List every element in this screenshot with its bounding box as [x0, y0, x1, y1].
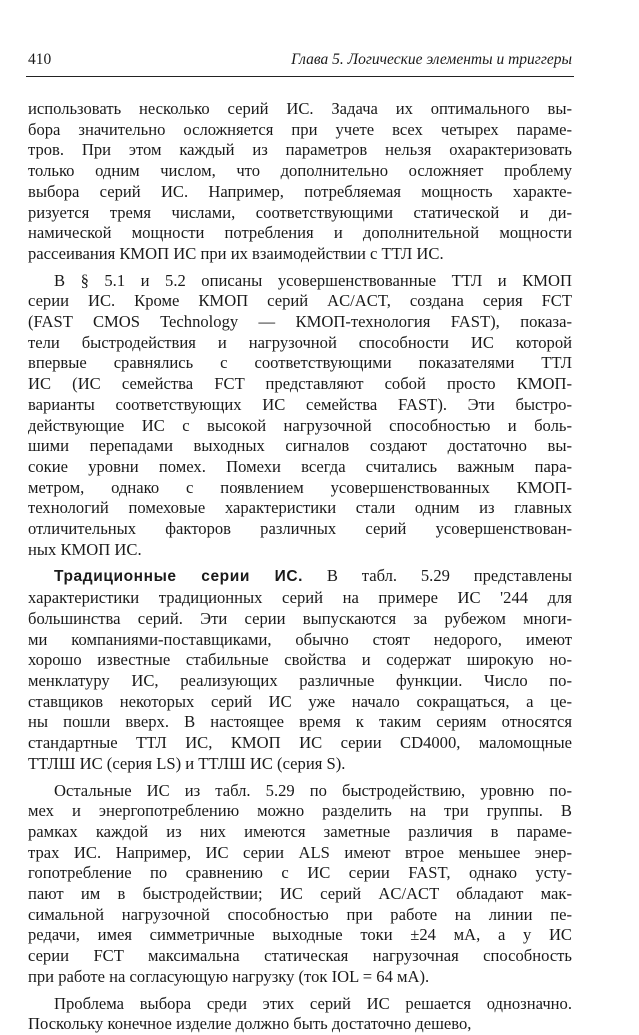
section-heading: Традиционные серии ИС. — [54, 568, 304, 586]
text-line: впервые сравнялись с соответствующими показателями ТТЛ — [28, 353, 572, 373]
text-line: трах ИС. Например, ИС серии ALS имеют втрое меньшее энер- — [28, 842, 572, 862]
text-line: варианты соответствующих ИС семейства FAST). Эти быстро- — [28, 394, 572, 414]
text-line: шими перепадами выходных сигналов создают достаточно вы- — [28, 436, 572, 456]
text-line: ны пошли вверх. В настоящее время к таким сериям относятся — [28, 712, 572, 732]
body-text — [28, 99, 572, 1035]
text-line: выбора серий ИС. Например, потребляемая мощность характе- — [28, 181, 572, 201]
text-line: ми компаниями-поставщиками, обычно стоят недорого, имеют — [28, 629, 572, 649]
text-line: редачи, имея симметричные выходные токи ±24 мА, а у ИС — [28, 925, 572, 945]
text-line: стандартные ТТЛ ИС, КМОП ИС серии CD4000, маломощные — [28, 733, 572, 753]
text-line: В § 5.1 и 5.2 описаны усовершенствованные ТТЛ и КМОП — [54, 270, 572, 290]
text-line: при работе на согласующую нагрузку (ток IOL = 64 мА). — [28, 966, 430, 986]
text-line: сокие уровни помех. Помехи всегда считались важным пара- — [28, 456, 572, 476]
text-line: менклатуру ИС, реализующих различные функции. Число по- — [28, 670, 572, 690]
text-line: Поскольку конечное изделие должно быть достаточно дешево, — [28, 1014, 472, 1034]
text-line: гопотребление по сравнению с ИС серии FAST, однако усту- — [28, 863, 572, 883]
header-rule — [26, 76, 574, 77]
text-line: большинства серий. Эти серии выпускаются за рубежом многи- — [28, 608, 572, 628]
text-line: ризуется тремя числами, соответствующими статической и ди- — [28, 202, 572, 222]
book-page — [24, 0, 572, 1034]
text-line: серии FCT максимальна статическая нагрузочная способность — [28, 946, 572, 966]
text-line: симальной нагрузочной способностью при работе на линии пе- — [28, 904, 572, 924]
paragraph — [28, 566, 572, 774]
text-line: технологий помеховые характеристики стали одним из главных — [28, 498, 572, 518]
text-line: Остальные ИС из табл. 5.29 по быстродействию, уровню по- — [54, 780, 572, 800]
text-line: метром, однако с появлением усовершенствованных КМОП- — [28, 477, 572, 497]
paragraph — [28, 271, 572, 561]
text-line — [28, 566, 572, 588]
text-line: отличительных факторов различных серий усовершенствован- — [28, 519, 572, 539]
text-line: бора значительно осложняется при учете всех четырех параме- — [28, 119, 572, 139]
text-line: ставщиков некоторых серий ИС уже начало сокращаться, а це- — [28, 691, 572, 711]
text-line: рассеивания КМОП ИС при их взаимодействии с ТТЛ ИС. — [28, 243, 444, 263]
text-line: ных КМОП ИС. — [28, 539, 142, 559]
text-line: действующие ИС с высокой нагрузочной способностью и боль- — [28, 415, 572, 435]
text-line: пают им в быстродействии; ИС серий AC/ACT обладают мак- — [28, 884, 572, 904]
text-line: тров. При этом каждый из параметров нельзя охарактеризовать — [28, 140, 572, 160]
text-line: мех и энергопотреблению можно разделить на три группы. В — [28, 801, 572, 821]
text-line: Проблема выбора среди этих серий ИС решается однозначно. — [54, 993, 572, 1013]
page-number: 410 — [28, 51, 52, 68]
text-line: хорошо известные стабильные свойства и содержат широкую но- — [28, 650, 572, 670]
text-line: (FAST CMOS Technology — КМОП-технология FAST), показа- — [28, 312, 572, 332]
text-line: характеристики традиционных серий на примере ИС '244 для — [28, 588, 572, 608]
text-line: рамках каждой из них имеются заметные различия в параме- — [28, 821, 572, 841]
text-line-rest: В табл. 5.29 представлены — [326, 566, 572, 586]
text-line: намической мощности потребления и дополнительной мощности — [28, 223, 572, 243]
text-line: ТТЛШ ИС (серия LS) и ТТЛШ ИС (серия S). — [28, 753, 346, 773]
text-line: использовать несколько серий ИС. Задача их оптимального вы- — [28, 99, 572, 118]
text-line: серии ИС. Кроме КМОП серий AC/ACT, создана серия FCT — [28, 291, 572, 311]
paragraph — [28, 781, 572, 988]
text-line: ИС (ИС семейства FCT представляют собой просто КМОП- — [28, 374, 572, 394]
running-head: Глава 5. Логические элементы и триггеры — [291, 51, 572, 68]
text-line: только одним числом, что дополнительно осложняет проблему — [28, 161, 572, 181]
text-line: тели быстродействия и нагрузочной способности ИС которой — [28, 332, 572, 352]
paragraph — [28, 99, 572, 265]
